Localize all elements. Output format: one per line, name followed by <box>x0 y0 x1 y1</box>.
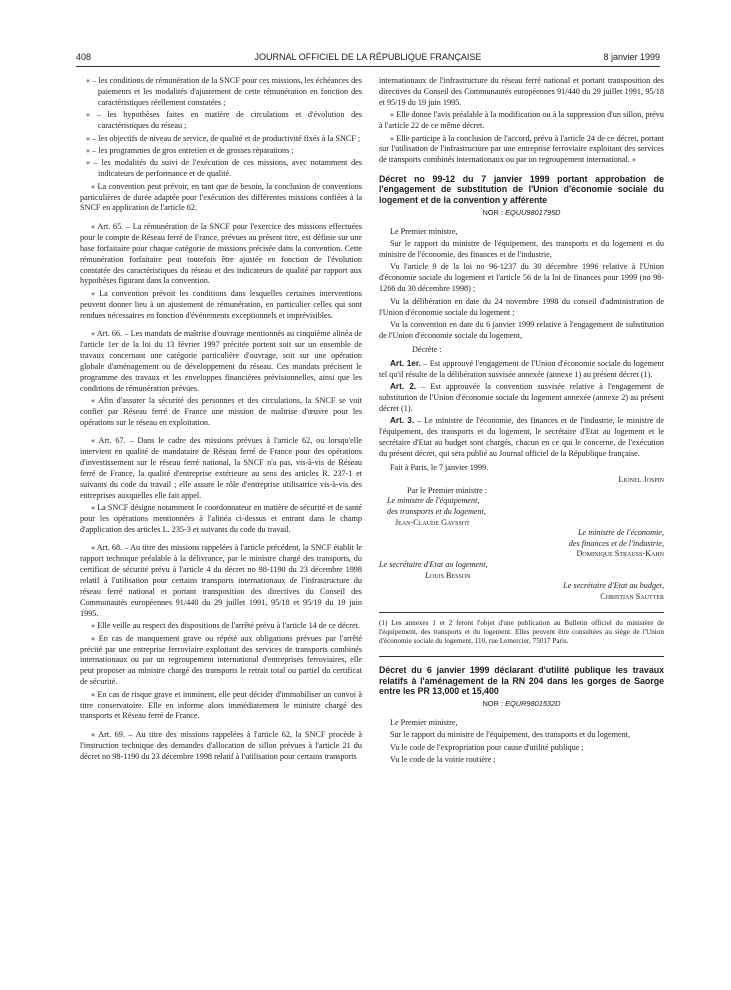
paragraph: Vu le code de l'expropriation pour cause d'utilité publique ; <box>390 742 584 752</box>
issue-date: 8 janvier 1999 <box>603 52 660 62</box>
page-header <box>76 52 660 66</box>
bullet-item: « – les objectifs de niveau de service, de qualité et de productivité fixés à la SNCF ; <box>86 133 361 143</box>
decree-2-nor <box>379 699 664 710</box>
nor-code: EQUR9801532D <box>505 699 561 709</box>
paragraph: « Elle veille au respect des dispositions de l'arrêté prévu à l'article 14 de ce décret. <box>91 621 360 631</box>
signature-title: Le ministre de l'économie, <box>577 528 664 538</box>
header-rule <box>76 66 660 67</box>
signature-name: Jean-Claude Gayssot <box>395 517 470 527</box>
signature-title: Le ministre de l'équipement, <box>387 496 480 506</box>
article-label: Art. 1er. <box>390 358 421 368</box>
signature-name: Christian Sautter <box>600 591 664 601</box>
right-column <box>379 76 664 768</box>
nor-label: NOR : <box>482 207 503 217</box>
paragraph: « Afin d'assurer la sécurité des personnes et des circulations, la SNCF se voit confier par Réseau ferré de France une mission de maîtrise d'œuvre pour les opérations sur le réseau en exploitation. <box>80 395 362 427</box>
bullet-item: « – les conditions de rémunération de la SNCF pour ces missions, les échéances des paiements et les modalités d'ajustement de cette rémunération en fonction des caractéristiques réellement constatées ; <box>86 76 362 107</box>
article-text: – Le ministre de l'économie, des finances et de l'industrie, le ministre de l'équipement, des transports et du logement, le secrétaire d'Etat au logement et le secrétaire d'Etat au budget sont chargés, chacun en ce qui le concerne, de l'exécution du présent décret, qui sera publié au Journal officiel de la République française. <box>379 416 664 458</box>
bullet-item: « – les hypothèses faites en matière de circulations et d'évolution des caractéristiques du réseau ; <box>86 110 362 131</box>
signature-name: Dominique Strauss-Kahn <box>576 549 664 559</box>
decree-2-title: Décret du 6 janvier 1999 déclarant d'utilité publique les travaux relatifs à l'aménagement de la RN 204 dans les gorges de Saorge entre les PR 13,000 et 15,400 <box>379 665 664 696</box>
bullet-item: « – les programmes de gros entretien et de grosses réparations ; <box>86 145 294 155</box>
paragraph: « En cas de manquement grave ou répété aux obligations prévues par l'arrêté précité par une entreprise ferroviaire exploitant des services de transports combinés internationaux ou par un regroupement international d'entreprises ferroviaires, elle peut proposer au ministre chargé des transports le retrait total ou partiel du certificat de sécurité. <box>80 633 362 687</box>
paragraph: Vu le code de la voirie routière ; <box>390 755 496 765</box>
paragraph: « Elle donne l'avis préalable à la modification ou à la suppression d'un sillon, prévu à l'article 22 de ce même décret. <box>379 110 664 131</box>
article-66: « Art. 66. – Les mandats de maîtrise d'ouvrage mentionnés au cinquième alinéa de l'article 1er de la loi du 13 février 1997 précitée portent soit sur un ensemble de travaux concernant une catégorie particulière d'ouvrage, soit sur une opération globale d'aménagement ou de développement du réseau. Ces mandats précisent le programme des travaux et les enveloppes financières prévisionnelles, ainsi que les conditions de rémunération prévues. <box>80 329 362 393</box>
paragraph: Vu la convention en date du 6 janvier 1999 relative à l'engagement de substitution de l'Union d'économie sociale du logement, <box>379 320 664 340</box>
article-label: Art. 3. <box>390 416 415 426</box>
article-2 <box>379 382 664 415</box>
signature-name: Louis Besson <box>425 570 471 580</box>
done-at: Fait à Paris, le 7 janvier 1999. <box>390 462 489 472</box>
signature-title: des finances et de l'industrie, <box>568 538 664 548</box>
decree-1-nor <box>379 208 664 219</box>
journal-title: JOURNAL OFFICIEL DE LA RÉPUBLIQUE FRANÇAISE <box>254 52 482 62</box>
paragraph: internationaux de l'infrastructure du réseau ferré national et portant transposition des directives du Conseil des Communautés européennes 91/440 du 29 juillet 1991, 95/18 et 95/19 du 19 juin 1995. <box>379 76 664 107</box>
paragraph: Sur le rapport du ministre de l'équipement, des transports et du logement et du ministre de l'économie, des finances et de l'industrie, <box>379 239 664 260</box>
signature-title: Le secrétaire d'Etat au budget, <box>563 581 664 591</box>
signature-title: Le secrétaire d'Etat au logement, <box>379 560 488 570</box>
paragraph: Le Premier ministre, <box>390 226 458 236</box>
paragraph: « La SNCF désigne notamment le coordonnateur en matière de sécurité et de santé pour les opérations mentionnées à l'alinéa ci-dessus et entrant dans le champ d'application des articles L. 235-3 et suivants du code du travail. <box>80 503 362 534</box>
paragraph: « La convention peut prévoir, en tant que de besoin, la conclusion de conventions particulières de durée adaptée pour l'exécution des différentes missions confiées à la SNCF en application de l'article 62. <box>80 181 362 213</box>
article-68: « Art. 68. – Au titre des missions rappelées à l'article précédent, la SNCF établit le rapport technique préalable à la délivrance, par le ministre chargé des transports, du certificat de sécurité prévu à l'article 4 du décret no 98-1190 du 23 décembre 1998 relatif à l'utilisation pour certains transports internationaux de l'infrastructure du réseau ferré national et portant transposition des directives du Conseil des Communautés européennes 91/440 du 29 juillet 1991, 95/18 et 95/19 du 19 juin 1995. <box>80 543 362 618</box>
article-69: « Art. 69. – Au titre des missions rappelées à l'article 62, la SNCF procède à l'instruction technique des demandes d'allocation de sillon prévues à l'article 21 du décret no 98-1190 du 23 décembre 1998 relatif à l'utilisation pour certains transports <box>80 729 362 761</box>
paragraph: « Elle participe à la conclusion de l'accord, prévu à l'article 24 de ce décret, portant sur l'utilisation de l'infrastructure par une entreprise ferroviaire exploitant des services de transports combinés internationaux ou par un regroupement international. » <box>379 133 664 165</box>
article-text: – Est approuvé l'engagement de l'Union d'économie sociale du logement tel qu'il résulte de la délibération susvisée annexée (annexe 1) au présent décret (1). <box>379 358 665 379</box>
nor-label: NOR : <box>482 699 503 709</box>
signature-intro: Par le Premier ministre : <box>407 485 488 495</box>
article-label: Art. 2. <box>390 382 417 392</box>
signatures <box>379 475 664 602</box>
paragraph: Vu l'article 9 de la loi no 96-1237 du 30 décembre 1996 relative à l'Union d'économie sociale du logement et l'article 56 de la loi de finances pour 1999 (no 98-1266 du 30 décembre 1998) ; <box>379 262 664 294</box>
bullet-item: « – les modalités du suivi de l'exécution de ces missions, avec notamment des indicateurs de performance et de qualité. <box>86 158 362 179</box>
article-text: – Est approuvée la convention susvisée relative à l'engagement de substitution de l'Union d'économie sociale du logement annexée (annexe 2) au présent décret (1). <box>379 382 665 413</box>
signature-title: des transports et du logement, <box>387 507 486 517</box>
paragraph: Sur le rapport du ministre de l'équipement, des transports et du logement, <box>390 730 630 740</box>
left-column <box>80 76 362 764</box>
paragraph: « La convention prévoit les conditions dans lesquelles certaines interventions peuvent donner lieu à un ajustement de rémunération, en particulier celles qui sont rendues nécessaires en fonction d'événements exceptionnels et imprévisibles. <box>80 288 362 320</box>
decree-1-title: Décret no 99-12 du 7 janvier 1999 portant approbation de l'engagement de substitution de l'Union d'économie sociale du logement et de la convention y afférente <box>379 174 664 205</box>
article-1 <box>379 359 664 381</box>
page-number: 408 <box>76 52 92 62</box>
paragraph: « En cas de risque grave et imminent, elle peut décider d'immobiliser un convoi à titre conservatoire. Elle en informe alors immédiatement le ministre chargé des transports et Réseau ferré de France. <box>80 689 362 721</box>
paragraph: Le Premier ministre, <box>390 717 458 727</box>
section-separator <box>379 656 664 657</box>
footnote: (1) Les annexes 1 et 2 feront l'objet d'une publication au Bulletin officiel du ministère de l'équipement, des transports et du logement. Elles peuvent être consultées au siège de l'Union d'économie sociale du logement, 110, rue Lemercier, 75017 Paris. <box>379 612 664 646</box>
article-3 <box>379 416 664 460</box>
decrete-label: Décrète : <box>412 344 442 354</box>
article-65: « Art. 65. – La rémunération de la SNCF pour l'exercice des missions effectuées pour le compte de Réseau ferré de France, prévues au présent titre, est définie sur une base forfaitaire pour chaque catégorie de missions précisée dans la convention. Cette rémunération forfaitaire peut toutefois être ajustée en fonction de l'évolution constatée des caractéristiques du réseau et des indicateurs de qualité par rapport aux hypothèses figurant dans la convention. <box>80 221 362 286</box>
paragraph: Vu la délibération en date du 24 novembre 1998 du conseil d'administration de l'Union d'économie sociale du logement ; <box>379 296 664 317</box>
nor-code: EQUU9801795D <box>505 207 561 217</box>
signature-pm: Lionel Jospin <box>618 475 664 485</box>
article-67: « Art. 67. – Dans le cadre des missions prévues à l'article 62, ou lorsqu'elle intervient en qualité de mandataire de Réseau ferré de France pour des opérations d'investissement sur le réseau ferré national, la SNCF n'a pas, vis-à-vis de Réseau ferré de France, la qualité d'entreprise extérieure au sens des articles R. 237-1 et suivants du code du travail ; elle assure le rôle d'entreprise utilisatrice vis-à-vis des entreprises auxquelles elle fait appel. <box>80 436 362 500</box>
